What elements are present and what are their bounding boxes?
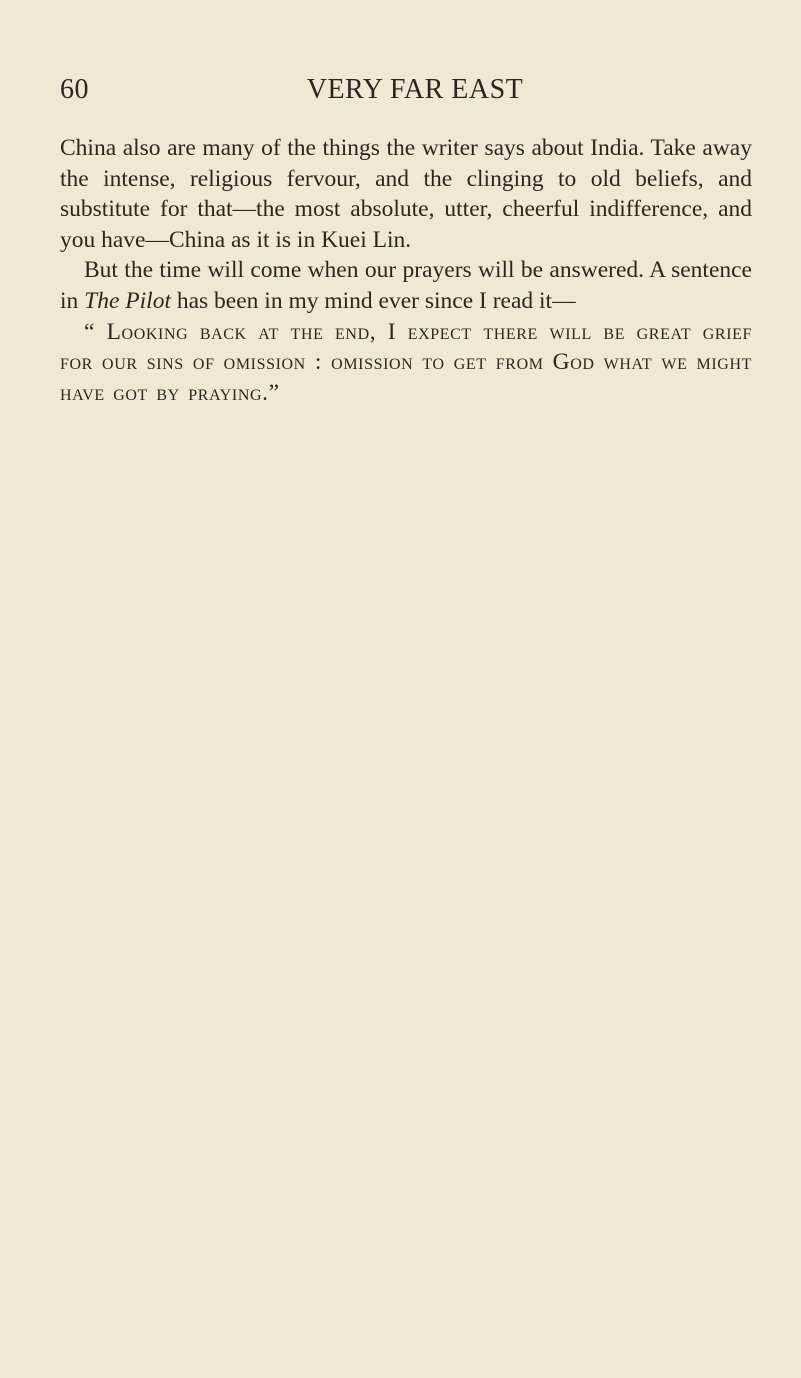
book-title-the-pilot: The Pilot <box>84 287 171 314</box>
quotation: “ Looking back at the end, I expect there will be great grief for our sins of omission : omission to get from God what we might have got by praying.” <box>60 318 752 406</box>
running-title: VERY FAR EAST <box>306 74 524 105</box>
paragraph-prayers <box>60 255 752 316</box>
body-text <box>60 133 752 408</box>
paragraph-prayers-end: has been in my mind ever since I read it— <box>170 287 576 314</box>
page-number: 60 <box>60 74 89 105</box>
paragraph-prayers-start: But the time will come when our prayers will be answered. A sentence in <box>60 257 752 314</box>
running-head <box>60 70 752 110</box>
paragraph-china: China also are many of the things the writer says about India. Take away the intense, religious fervour, and the clinging to old beliefs, and substitute for that—the most absolute, utter, cheerful indifference, and you have—China as it is in Kuei Lin. <box>60 135 752 253</box>
